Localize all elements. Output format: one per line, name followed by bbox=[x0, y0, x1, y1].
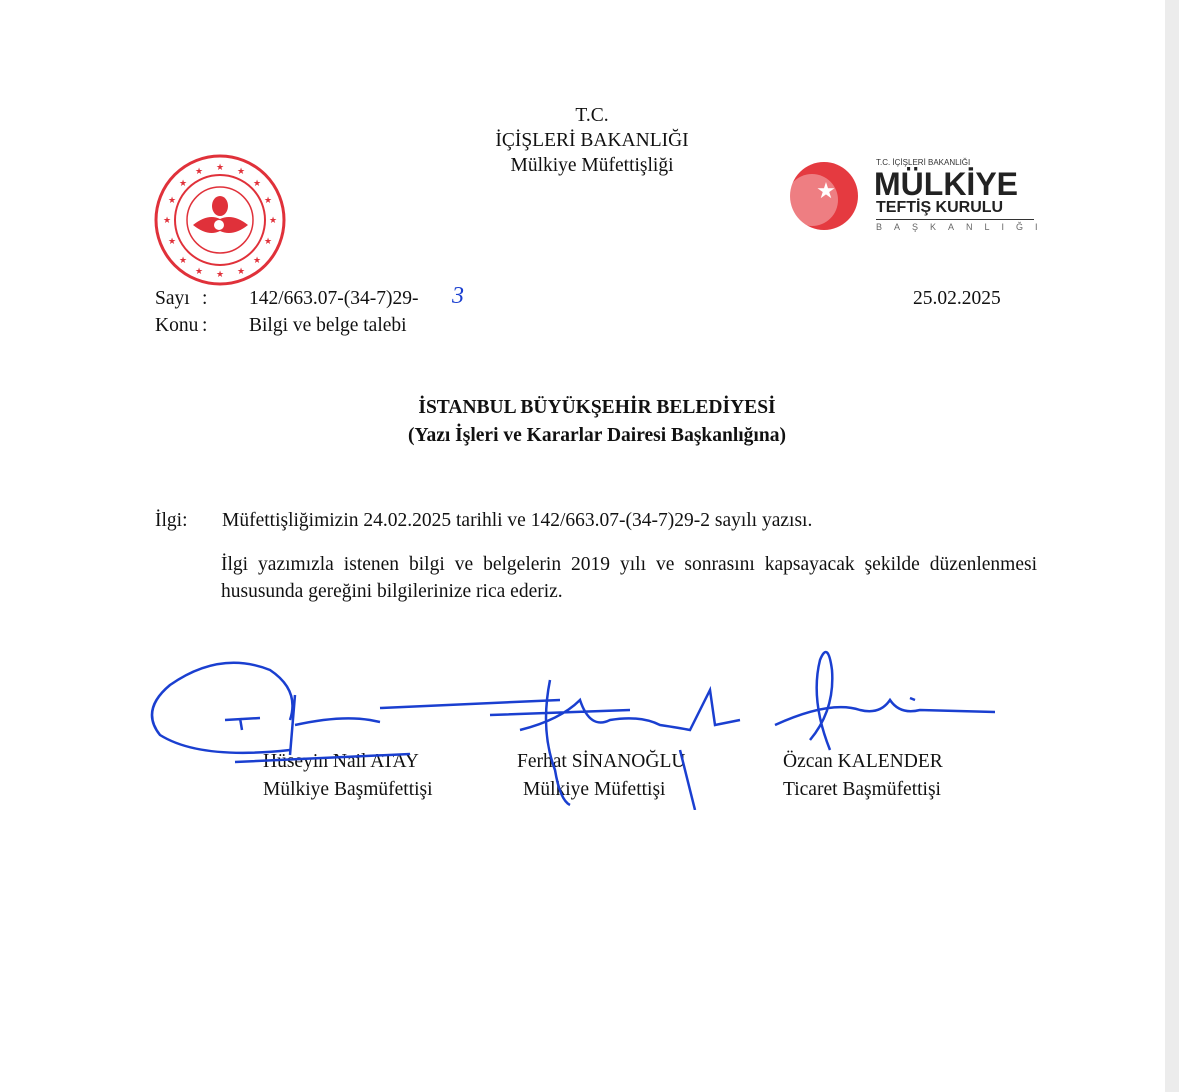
body-paragraph-text: İlgi yazımızla istenen bilgi ve belgelerin 2019 yılı ve sonrasını kapsayacak şekilde düzenlenmesi hususunda gereğini bilgilerinize rica ederiz. bbox=[221, 554, 1037, 602]
svg-text:★: ★ bbox=[816, 178, 836, 203]
signature-2 bbox=[480, 670, 750, 810]
signatory-2-name: Ferhat SİNANOĞLU bbox=[517, 751, 686, 772]
svg-text:★: ★ bbox=[236, 166, 246, 176]
sayi-label: Sayı bbox=[155, 288, 190, 309]
signatory-1-name: Hüseyin Nail ATAY bbox=[263, 751, 419, 772]
konu-value: Bilgi ve belge talebi bbox=[249, 315, 407, 336]
mulkiye-logo bbox=[788, 155, 1050, 235]
logo-main: MÜLKİYE bbox=[874, 166, 1018, 202]
header-tc: T.C. bbox=[575, 105, 609, 126]
svg-text:★: ★ bbox=[167, 195, 177, 205]
svg-text:★: ★ bbox=[215, 162, 225, 172]
logo-bottom: BAŞKANLIĞI bbox=[876, 219, 1034, 232]
recipient-line2: (Yazı İşleri ve Kararlar Dairesi Başkanlığına) bbox=[408, 425, 786, 446]
ministry-seal-icon bbox=[153, 153, 287, 287]
signatory-2-title: Mülkiye Müfettişi bbox=[523, 779, 666, 800]
recipient-line1: İSTANBUL BÜYÜKŞEHİR BELEDİYESİ bbox=[418, 397, 776, 418]
colon: : bbox=[202, 288, 208, 309]
svg-text:★: ★ bbox=[236, 266, 246, 276]
signature-3 bbox=[770, 640, 1010, 760]
body-paragraph bbox=[155, 551, 1037, 605]
sayi-handwritten: 3 bbox=[452, 283, 464, 309]
signatory-1-title: Mülkiye Başmüfettişi bbox=[263, 779, 433, 800]
svg-text:★: ★ bbox=[178, 178, 188, 188]
ilgi-label: İlgi: bbox=[155, 510, 188, 531]
svg-text:★: ★ bbox=[194, 266, 204, 276]
svg-text:★: ★ bbox=[167, 236, 177, 246]
colon: : bbox=[202, 315, 208, 336]
document-date: 25.02.2025 bbox=[913, 288, 1001, 309]
page-edge bbox=[1165, 0, 1179, 1092]
logo-sub: TEFTİŞ KURULU bbox=[876, 199, 1004, 216]
sayi-value: 142/663.07-(34-7)29- bbox=[249, 288, 419, 309]
svg-text:★: ★ bbox=[268, 215, 278, 225]
svg-text:★: ★ bbox=[252, 178, 262, 188]
signatory-3-title: Ticaret Başmüfettişi bbox=[783, 779, 941, 800]
logo-top: T.C. İÇİŞLERİ BAKANLIĞI bbox=[876, 158, 971, 167]
svg-text:★: ★ bbox=[194, 166, 204, 176]
header-ministry: İÇİŞLERİ BAKANLIĞI bbox=[495, 130, 689, 151]
svg-text:★: ★ bbox=[252, 255, 262, 265]
signatory-3-name: Özcan KALENDER bbox=[783, 751, 943, 772]
svg-text:★: ★ bbox=[263, 195, 273, 205]
svg-text:★: ★ bbox=[178, 255, 188, 265]
crescent-star-logo-icon bbox=[788, 160, 860, 232]
header-department: Mülkiye Müfettişliği bbox=[510, 155, 674, 176]
svg-text:★: ★ bbox=[215, 269, 225, 279]
svg-text:★: ★ bbox=[162, 215, 172, 225]
konu-label: Konu bbox=[155, 315, 199, 336]
svg-text:★: ★ bbox=[263, 236, 273, 246]
ilgi-text: Müfettişliğimizin 24.02.2025 tarihli ve 142/663.07-(34-7)29-2 sayılı yazısı. bbox=[222, 510, 813, 531]
